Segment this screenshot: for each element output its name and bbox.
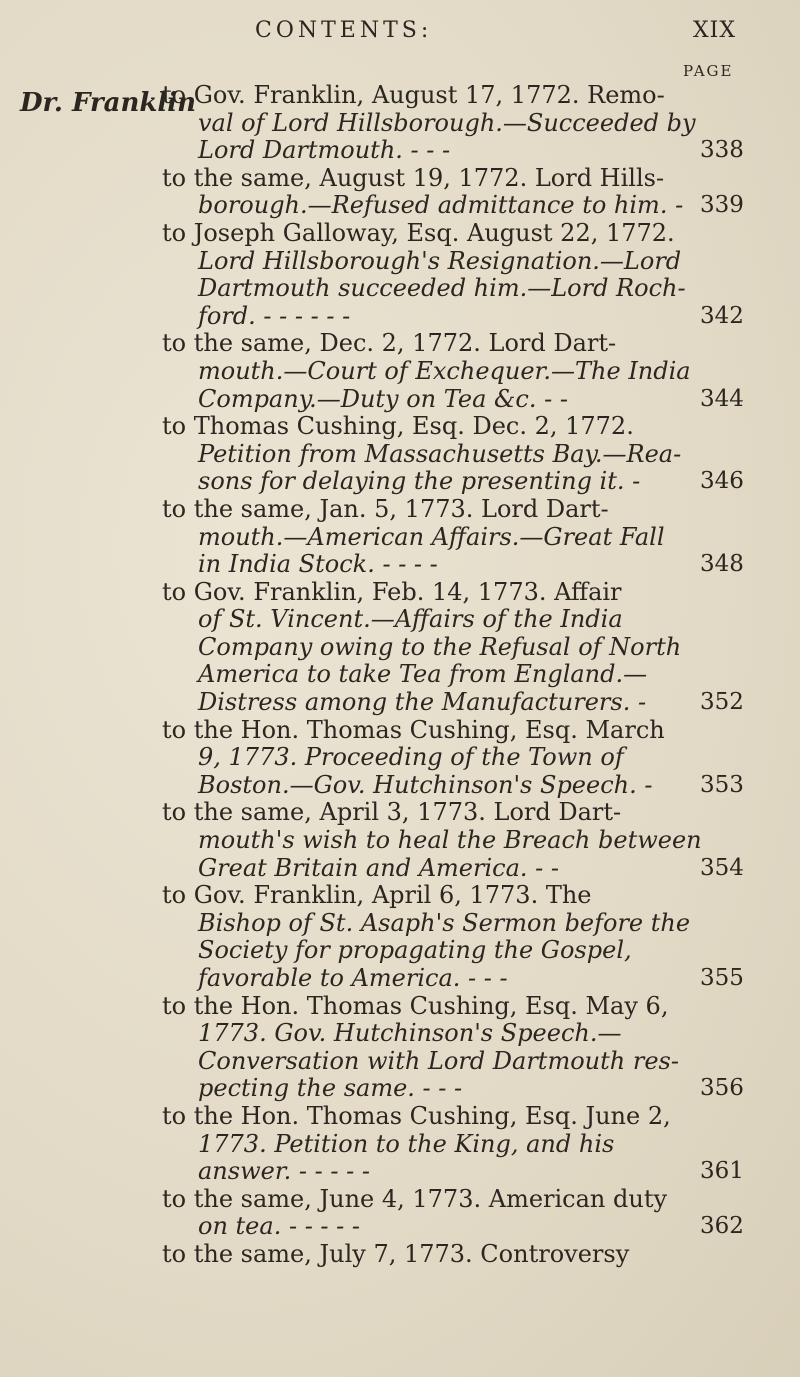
entry-line [0, 1020, 800, 1048]
entry-line [0, 744, 800, 772]
entry-line [0, 192, 800, 220]
contents-entry [0, 496, 800, 579]
entry-summary-text: of St. Vincent.—Affairs of the India [198, 605, 623, 634]
entry-summary-text: Petition from Massachusetts Bay.—Rea- [198, 439, 682, 468]
entry-summary-text: mouth.—Court of Exchequer.—The India [198, 356, 691, 385]
entry-line [0, 910, 800, 938]
entry-heading-text: to the same, Jan. 5, 1773. Lord Dart- [162, 494, 609, 523]
entry-heading-text: to the same, April 3, 1773. Lord Dart- [162, 798, 622, 827]
contents-entry [0, 1103, 800, 1186]
entry-heading-text: to the Hon. Thomas Cushing, Esq. May 6, [162, 991, 669, 1020]
entry-page-number: 346 [700, 468, 744, 495]
entry-summary-text: answer. - - - - - [198, 1157, 370, 1186]
contents-list [0, 82, 800, 1269]
entry-summary-text: borough.—Refused admittance to him. - [198, 191, 684, 220]
entry-summary-text: Company.—Duty on Tea &c. - - [198, 384, 568, 413]
entry-summary-text: on tea. - - - - - [198, 1212, 361, 1241]
entry-summary-text: Distress among the Manufacturers. - [198, 688, 647, 717]
entry-line [0, 386, 800, 414]
entry-line [0, 717, 800, 745]
entry-line [0, 468, 800, 496]
running-title: CONTENTS: [255, 18, 433, 43]
contents-entry [0, 993, 800, 1103]
entry-line [0, 248, 800, 276]
entry-line [0, 1241, 800, 1269]
entry-line [0, 965, 800, 993]
entry-page-number: 353 [700, 771, 744, 798]
entry-heading-text: to Gov. Franklin, Feb. 14, 1773. Affair [162, 577, 622, 606]
entry-line [0, 275, 800, 303]
entry-line [0, 496, 800, 524]
entry-line [0, 855, 800, 883]
entry-line [0, 137, 800, 165]
entry-heading-text: to the same, June 4, 1773. American duty [162, 1184, 668, 1213]
entry-summary-text: Lord Hillsborough's Resignation.—Lord [198, 246, 682, 275]
entry-page-number: 348 [700, 551, 744, 578]
entry-summary-text: Lord Dartmouth. - - - [198, 136, 451, 165]
entry-page-number: 361 [700, 1158, 744, 1185]
entry-line [0, 413, 800, 441]
contents-entry [0, 717, 800, 800]
contents-entry [0, 330, 800, 413]
entry-line [0, 799, 800, 827]
entry-line [0, 1131, 800, 1159]
entry-heading-text: to Gov. Franklin, August 17, 1772. Remo- [162, 81, 665, 109]
entry-line [0, 1048, 800, 1076]
page-header [0, 18, 800, 58]
entry-page-number: 339 [700, 192, 744, 219]
entry-summary-text: Bishop of St. Asaph's Sermon before the [198, 908, 691, 937]
entry-line [0, 689, 800, 717]
entry-summary-text: 1773. Gov. Hutchinson's Speech.— [198, 1019, 622, 1048]
entry-summary-text: pecting the same. - - - [198, 1074, 463, 1103]
entry-summary-text: mouth's wish to heal the Breach between [198, 826, 702, 855]
entry-line [0, 882, 800, 910]
entry-page-number: 342 [700, 302, 744, 329]
page-column-label: PAGE [683, 62, 734, 80]
entry-line [0, 579, 800, 607]
entry-summary-text: Dartmouth succeeded him.—Lord Roch- [198, 274, 686, 303]
entry-summary-text: Conversation with Lord Dartmouth res- [198, 1046, 679, 1075]
entry-summary-text: 1773. Petition to the King, and his [198, 1129, 615, 1158]
contents-entry [0, 1241, 800, 1269]
entry-line [0, 524, 800, 552]
contents-entry [0, 220, 800, 330]
entry-line [0, 441, 800, 469]
entry-summary-text: Great Britain and America. - - [198, 853, 559, 882]
entry-line [0, 1213, 800, 1241]
contents-entry [0, 165, 800, 220]
entry-line [0, 1158, 800, 1186]
correspondent-name: Dr. Franklin [20, 88, 197, 118]
entry-page-number: 362 [700, 1213, 744, 1240]
entry-line [0, 937, 800, 965]
entry-line [0, 358, 800, 386]
entry-line [0, 661, 800, 689]
contents-entry [0, 413, 800, 496]
entry-page-number: 355 [700, 965, 744, 991]
entry-heading-text: to the same, July 7, 1773. Controversy [162, 1239, 630, 1268]
entry-line [0, 993, 800, 1021]
entry-summary-text: favorable to America. - - - [198, 964, 508, 992]
contents-entry [0, 1186, 800, 1241]
entry-line [0, 551, 800, 579]
entry-summary-text: sons for delaying the presenting it. - [198, 467, 641, 496]
entry-line [0, 82, 800, 110]
contents-entry [0, 579, 800, 717]
entry-heading-text: to the same, August 19, 1772. Lord Hills- [162, 163, 665, 192]
contents-entry [0, 799, 800, 882]
entry-line [0, 110, 800, 138]
entry-summary-text: mouth.—American Affairs.—Great Fall [198, 522, 665, 551]
entry-line [0, 772, 800, 800]
entry-line [0, 303, 800, 331]
entry-summary-text: Boston.—Gov. Hutchinson's Speech. - [198, 770, 653, 799]
folio-number: XIX [693, 18, 737, 43]
entry-line [0, 1075, 800, 1103]
contents-entry [0, 82, 800, 165]
entry-heading-text: to Joseph Galloway, Esq. August 22, 1772. [162, 218, 675, 247]
entry-summary-text: 9, 1773. Proceeding of the Town of [198, 743, 624, 772]
entry-page-number: 344 [700, 385, 744, 412]
entry-summary-text: val of Lord Hillsborough.—Succeeded by [198, 108, 696, 137]
entry-summary-text: America to take Tea from England.— [198, 660, 648, 689]
entry-heading-text: to Thomas Cushing, Esq. Dec. 2, 1772. [162, 412, 634, 441]
entry-summary-text: in India Stock. - - - - [198, 550, 438, 579]
entry-heading-text: to Gov. Franklin, April 6, 1773. The [162, 881, 592, 910]
entry-heading-text: to the same, Dec. 2, 1772. Lord Dart- [162, 329, 617, 358]
entry-summary-text: Company owing to the Refusal of North [198, 632, 682, 661]
entry-summary-text: ford. - - - - - - [198, 301, 351, 330]
entry-heading-text: to the Hon. Thomas Cushing, Esq. June 2, [162, 1101, 671, 1130]
contents-entry [0, 882, 800, 992]
entry-line [0, 220, 800, 248]
entry-page-number: 356 [700, 1075, 744, 1102]
entry-page-number: 354 [700, 854, 744, 881]
entry-line [0, 606, 800, 634]
entry-line [0, 165, 800, 193]
entry-line [0, 330, 800, 358]
entry-line [0, 1103, 800, 1131]
entry-line [0, 1186, 800, 1214]
entry-summary-text: Society for propagating the Gospel, [198, 936, 632, 965]
entry-line [0, 634, 800, 662]
entry-page-number: 352 [700, 689, 744, 716]
entry-heading-text: to the Hon. Thomas Cushing, Esq. March [162, 715, 665, 744]
entry-line [0, 827, 800, 855]
entry-page-number: 338 [700, 137, 744, 164]
